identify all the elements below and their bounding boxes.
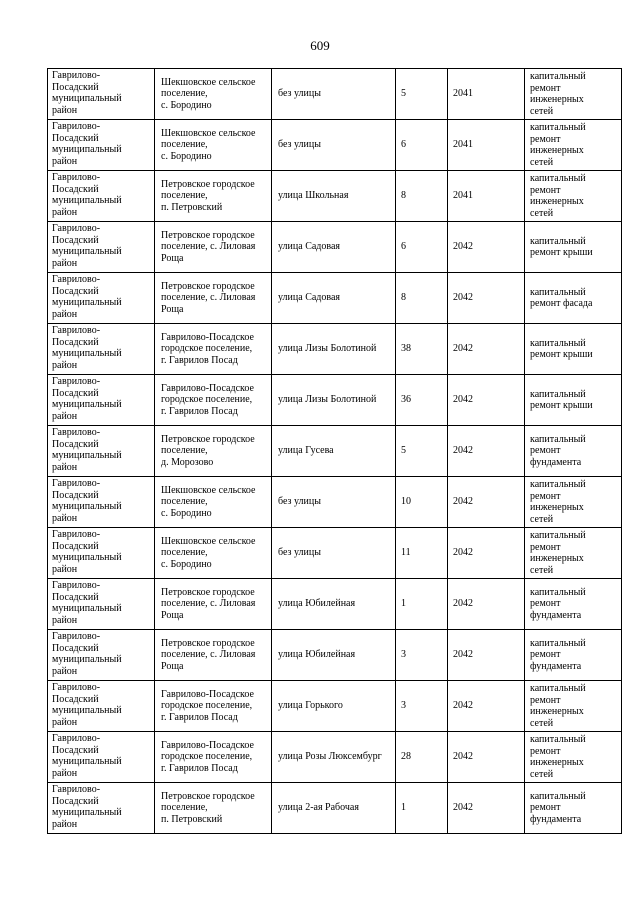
house-number-cell: 38 xyxy=(396,324,448,375)
year-cell: 2042 xyxy=(448,681,525,732)
district-cell: Гаврилово- Посадский муниципальный район xyxy=(48,579,155,630)
district-cell: Гаврилово- Посадский муниципальный район xyxy=(48,273,155,324)
settlement-cell: Гаврилово-Посадское городское поселение, г. Гаврилов Посад xyxy=(155,375,272,426)
settlement-cell: Петровское городское поселение, п. Петровский xyxy=(155,171,272,222)
repair-schedule-table xyxy=(47,68,622,834)
street-cell: улица Садовая xyxy=(272,273,396,324)
district-cell: Гаврилово- Посадский муниципальный район xyxy=(48,681,155,732)
street-cell: улица Розы Люксембург xyxy=(272,732,396,783)
work-type-cell: капитальный ремонт инженерных сетей xyxy=(525,528,622,579)
street-cell: улица 2-ая Рабочая xyxy=(272,783,396,834)
house-number-cell: 10 xyxy=(396,477,448,528)
table-row xyxy=(48,324,622,375)
house-number-cell: 6 xyxy=(396,120,448,171)
district-cell: Гаврилово- Посадский муниципальный район xyxy=(48,477,155,528)
year-cell: 2042 xyxy=(448,477,525,528)
settlement-cell: Петровское городское поселение, п. Петровский xyxy=(155,783,272,834)
settlement-cell: Гаврилово-Посадское городское поселение, г. Гаврилов Посад xyxy=(155,681,272,732)
work-type-cell: капитальный ремонт фундамента xyxy=(525,579,622,630)
street-cell: без улицы xyxy=(272,528,396,579)
house-number-cell: 1 xyxy=(396,783,448,834)
work-type-cell: капитальный ремонт крыши xyxy=(525,375,622,426)
table-row xyxy=(48,681,622,732)
work-type-cell: капитальный ремонт фундамента xyxy=(525,783,622,834)
table-row xyxy=(48,579,622,630)
street-cell: улица Юбилейная xyxy=(272,579,396,630)
settlement-cell: Петровское городское поселение, с. Лиловая Роща xyxy=(155,579,272,630)
district-cell: Гаврилово- Посадский муниципальный район xyxy=(48,120,155,171)
settlement-cell: Шекшовское сельское поселение, с. Бородино xyxy=(155,477,272,528)
district-cell: Гаврилово- Посадский муниципальный район xyxy=(48,222,155,273)
year-cell: 2042 xyxy=(448,273,525,324)
settlement-cell: Петровское городское поселение, с. Лиловая Роща xyxy=(155,630,272,681)
district-cell: Гаврилово- Посадский муниципальный район xyxy=(48,630,155,681)
settlement-cell: Петровское городское поселение, д. Морозово xyxy=(155,426,272,477)
page-number: 609 xyxy=(310,38,330,53)
district-cell: Гаврилово- Посадский муниципальный район xyxy=(48,783,155,834)
district-cell: Гаврилово- Посадский муниципальный район xyxy=(48,528,155,579)
house-number-cell: 5 xyxy=(396,426,448,477)
settlement-cell: Шекшовское сельское поселение, с. Бородино xyxy=(155,69,272,120)
work-type-cell: капитальный ремонт инженерных сетей xyxy=(525,171,622,222)
year-cell: 2041 xyxy=(448,69,525,120)
table-row xyxy=(48,222,622,273)
year-cell: 2041 xyxy=(448,120,525,171)
work-type-cell: капитальный ремонт фундамента xyxy=(525,426,622,477)
settlement-cell: Гаврилово-Посадское городское поселение, г. Гаврилов Посад xyxy=(155,324,272,375)
district-cell: Гаврилово- Посадский муниципальный район xyxy=(48,732,155,783)
table-row xyxy=(48,375,622,426)
street-cell: улица Лизы Болотиной xyxy=(272,375,396,426)
house-number-cell: 3 xyxy=(396,630,448,681)
house-number-cell: 11 xyxy=(396,528,448,579)
district-cell: Гаврилово- Посадский муниципальный район xyxy=(48,375,155,426)
house-number-cell: 36 xyxy=(396,375,448,426)
house-number-cell: 1 xyxy=(396,579,448,630)
table-row xyxy=(48,477,622,528)
year-cell: 2042 xyxy=(448,222,525,273)
street-cell: улица Садовая xyxy=(272,222,396,273)
table-row xyxy=(48,120,622,171)
year-cell: 2042 xyxy=(448,426,525,477)
table-row xyxy=(48,69,622,120)
house-number-cell: 3 xyxy=(396,681,448,732)
work-type-cell: капитальный ремонт крыши xyxy=(525,222,622,273)
street-cell: без улицы xyxy=(272,69,396,120)
year-cell: 2042 xyxy=(448,630,525,681)
house-number-cell: 8 xyxy=(396,171,448,222)
table-row xyxy=(48,171,622,222)
settlement-cell: Шекшовское сельское поселение, с. Бородино xyxy=(155,528,272,579)
house-number-cell: 5 xyxy=(396,69,448,120)
work-type-cell: капитальный ремонт инженерных сетей xyxy=(525,681,622,732)
street-cell: улица Горького xyxy=(272,681,396,732)
work-type-cell: капитальный ремонт крыши xyxy=(525,324,622,375)
district-cell: Гаврилово- Посадский муниципальный район xyxy=(48,426,155,477)
street-cell: без улицы xyxy=(272,477,396,528)
house-number-cell: 6 xyxy=(396,222,448,273)
street-cell: улица Школьная xyxy=(272,171,396,222)
year-cell: 2042 xyxy=(448,579,525,630)
district-cell: Гаврилово- Посадский муниципальный район xyxy=(48,69,155,120)
table-row xyxy=(48,273,622,324)
work-type-cell: капитальный ремонт фасада xyxy=(525,273,622,324)
house-number-cell: 8 xyxy=(396,273,448,324)
year-cell: 2042 xyxy=(448,732,525,783)
settlement-cell: Петровское городское поселение, с. Лиловая Роща xyxy=(155,222,272,273)
district-cell: Гаврилово- Посадский муниципальный район xyxy=(48,171,155,222)
year-cell: 2042 xyxy=(448,324,525,375)
table-row xyxy=(48,732,622,783)
house-number-cell: 28 xyxy=(396,732,448,783)
street-cell: улица Гусева xyxy=(272,426,396,477)
street-cell: без улицы xyxy=(272,120,396,171)
settlement-cell: Гаврилово-Посадское городское поселение, г. Гаврилов Посад xyxy=(155,732,272,783)
settlement-cell: Петровское городское поселение, с. Лиловая Роща xyxy=(155,273,272,324)
table-row xyxy=(48,630,622,681)
work-type-cell: капитальный ремонт фундамента xyxy=(525,630,622,681)
work-type-cell: капитальный ремонт инженерных сетей xyxy=(525,477,622,528)
table-row xyxy=(48,528,622,579)
settlement-cell: Шекшовское сельское поселение, с. Бородино xyxy=(155,120,272,171)
work-type-cell: капитальный ремонт инженерных сетей xyxy=(525,120,622,171)
work-type-cell: капитальный ремонт инженерных сетей xyxy=(525,69,622,120)
year-cell: 2042 xyxy=(448,783,525,834)
street-cell: улица Юбилейная xyxy=(272,630,396,681)
street-cell: улица Лизы Болотиной xyxy=(272,324,396,375)
year-cell: 2042 xyxy=(448,375,525,426)
table-row xyxy=(48,783,622,834)
work-type-cell: капитальный ремонт инженерных сетей xyxy=(525,732,622,783)
year-cell: 2041 xyxy=(448,171,525,222)
district-cell: Гаврилово- Посадский муниципальный район xyxy=(48,324,155,375)
table-body xyxy=(48,69,622,834)
table-row xyxy=(48,426,622,477)
year-cell: 2042 xyxy=(448,528,525,579)
